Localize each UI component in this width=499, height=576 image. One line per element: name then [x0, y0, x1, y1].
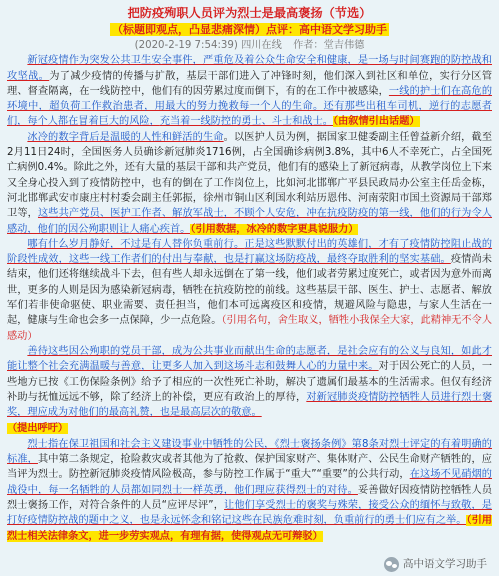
- chat-icon: [384, 557, 399, 572]
- p4-sentence-c: 对新冠肺炎疫情防控牺牲人员进行烈士褒奖，理应成为对他们的最高礼赞，也是最高层次的敬意。: [7, 391, 493, 419]
- paragraph-3: [7, 237, 492, 344]
- article-title: 把防疫殉职人员评为烈士是最高褒扬（节选）: [127, 6, 372, 20]
- p1-sentence-a: 新冠疫情作为突发公共卫生安全事件，严重危及着公众生命安全和健康，是一场与时间赛跑的防控战和攻坚战。: [7, 55, 492, 82]
- watermark-text: 高中语文学习助手: [403, 557, 487, 570]
- subtitle-highlight: （标题即观点，凸显悲痛深情）点评：高中语文学习助手: [112, 23, 387, 36]
- p4-sentence-a: 善待这些因公殉职的党员干部，成为公共事业而献出生命的志愿者，是社会应有的公义与良知，如此才能让整个社会充满温暖与善意，让更多人加入到这场斗志和鼓舞人心的力量中来。: [7, 345, 492, 373]
- p2-annotation: （引用数据，冰冷的数字更具说服力）: [190, 223, 359, 235]
- publish-date: (2020-2-19 7:54:39): [134, 40, 238, 52]
- paragraph-4: [7, 344, 492, 420]
- paragraph-2: [7, 130, 492, 237]
- p5-sentence-e: 让他们享受烈士的褒奖与殊荣，接受公众的缅怀与致敬，是打好疫情防控战的题中之义，也是永远怀念和铭记这些在民族危难时刻，负重前行的勇士们应有之举。: [7, 499, 492, 527]
- article-meta: [7, 38, 492, 53]
- p5-sentence-b: 其中第二条规定，抢险救灾或者其他为了抢救、保护国家财产、集体财产、公民生命财产牺牲的，应当评为烈士。防控新冠肺炎疫情风险极高，参与防控工作属于“重大”“重要”的公共行动，: [7, 454, 492, 481]
- p3-sentence-b: 正是这些默默付出的英雄们，才有了疫情防控阻止战的阶段性成效，这些一线工作者们的付出与奉献，也是打赢这场防疫战，最终夺取胜利的坚实基础。: [7, 238, 493, 266]
- p1-sentence-e: 充当着一线防控的勇士、斗士和战士。: [159, 116, 333, 128]
- paragraph-5: [7, 437, 492, 544]
- p5-sentence-d: 妥善做好因疫情防控牺牲人员烈士褒扬工作，对符合条件的人员“应评尽评”，: [7, 484, 493, 511]
- p2-sentence-a: 冰冷的数字背后是温暖的人性和鲜活的生命: [27, 131, 224, 143]
- article-subtitle: [7, 22, 492, 38]
- call-to-action-label: （提出呼吁）: [7, 423, 69, 435]
- p1-sentence-d: 一线的护士们在高危的环境中，超负荷工作救治患者，用最大的努力挽救每一个人的生命。还有那些出租车司机，逆行的志愿者们，每个人都在冒着巨大的风险，: [7, 85, 493, 128]
- p5-sentence-c: 在这场不见硝烟的战役中，每一名牺牲的人员都如同烈士一样英勇，他们理应获得烈士的对待。: [7, 469, 492, 496]
- source-link[interactable]: 四川在线: [241, 40, 282, 52]
- author: 作者：堂吉伟德: [293, 40, 365, 52]
- section-heading: [7, 421, 492, 436]
- p4-sentence-b: 对于因公死亡的人员，一些地方已按《工伤保险条例》给予了相应的一次性死亡补助，解决了遗属们最基本的生活需求。但仅有经济补助与抚恤远远不够，除了经济上的补偿，更应有政治上的厚待，: [7, 361, 493, 403]
- p5-annotation: （引用烈士相关法律条文，进一步劳实观点，有理有据，使得观点无可辩驳）: [7, 515, 492, 542]
- p1-annotation: （由叙情引出话题）: [333, 116, 420, 128]
- p3-sentence-a: 哪有什么岁月静好，不过是有人替你负重前行。: [27, 238, 245, 250]
- p5-sentence-a: 烈士指在保卫祖国和社会主义建设事业中牺牲的公民，《烈士褒扬条例》第8条对烈士评定的有着明确的标准，: [7, 438, 492, 466]
- p1-sentence-b: 为了减少疫情的传播与扩散，基层干部们进入了冲锋时刻，他们深入到社区和单位，实行分区管理、督查隔离，在一线防控中，: [7, 70, 493, 97]
- p1-sentence-c: 他们有的因劳累过度而倒下，有的在工作中被感染，: [151, 85, 389, 97]
- p2-sentence-b: 。以医护人员为例，据国家卫健委副主任曾益新介绍，截至2月11日24时，全国医务人员确诊新冠肺炎1716例，占全国确诊病例3.8%，其中6人不幸死亡，占全国死亡病例0.4%。除此之外，还有大量的基层干部和共产党员，他们有的感染上了新冠病毒，从教学岗位上下来又全身心投入到了疫情防控中，也有的倒在了工作岗位上，比如河北邯郸广平县民政局办公室主任岳金栋，河北邯郸武安市康庄村村委会副主任郭振，徐州市铜山区利国水利站历恩伟、河南荥阳市国土资源局干部郑卫等，: [7, 131, 493, 220]
- p3-annotation: （引用名句，舍生取义，牺牲小我保全大家，此精神无不令人感动）: [7, 315, 493, 342]
- p2-sentence-c: 这些共产党员、医护工作者、解放军战士，不顾个人安危，冲在抗疫防疫的第一线，他们的行为令人感动，他们的因公殉职则让人痛心疾首。: [7, 208, 492, 235]
- watermark: [382, 557, 489, 572]
- paragraph-1: [7, 53, 492, 129]
- p3-sentence-c: 疫情尚未结束，他们还将继续战斗下去，但有些人却永远倒在了第一线，他们或者劳累过度死亡，或者因为意外而离世，更多的人则是因为感染新冠病毒，牺牲在抗疫防控的前线。这些基层干部、医生、护士、志愿者、解放军们若非使命驱使、职业需要、责任担当，他们本可远离疫区和疫情，规避风险与隐患，与家人生活在一起，健康与生命也会多一点保障，少一点危险。: [7, 254, 492, 327]
